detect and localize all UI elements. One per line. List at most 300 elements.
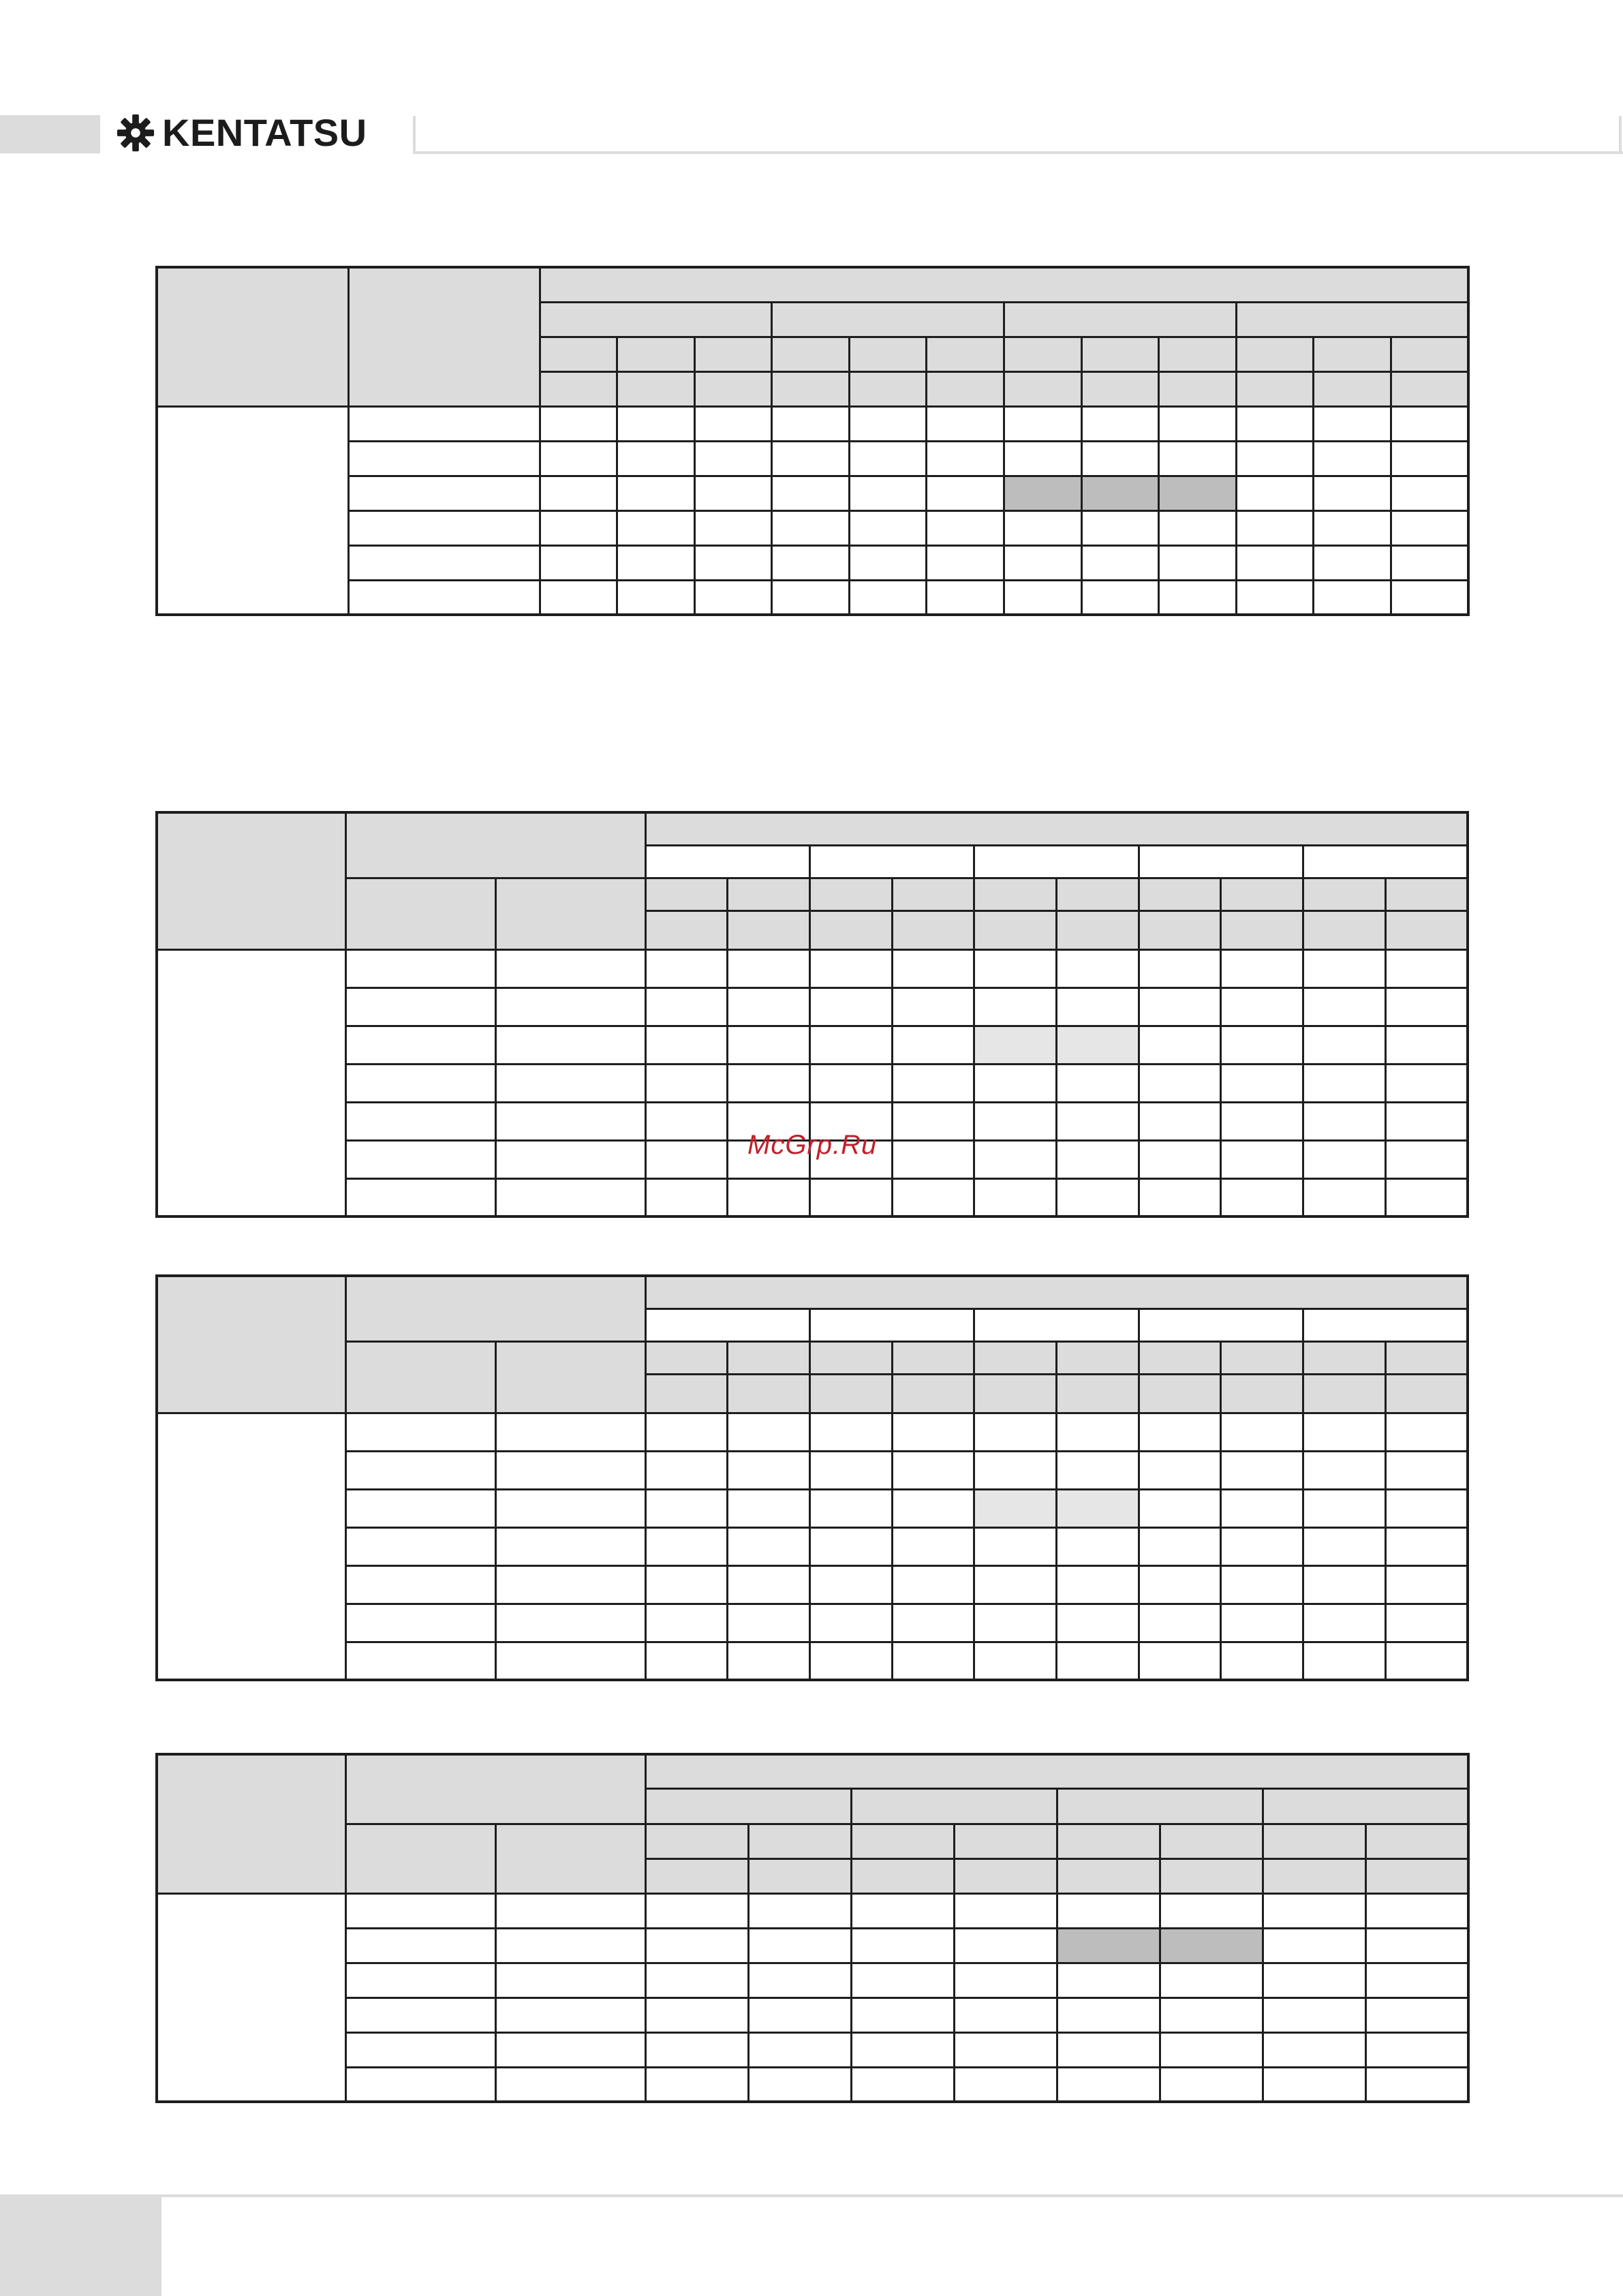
table-cell bbox=[645, 1413, 728, 1451]
table-cell bbox=[809, 845, 974, 878]
table-cell bbox=[495, 1451, 645, 1489]
table-cell bbox=[772, 580, 850, 615]
table-cell bbox=[1221, 1489, 1303, 1527]
table-cell bbox=[495, 1604, 645, 1642]
table-cell bbox=[772, 545, 850, 580]
table-cell bbox=[1159, 441, 1237, 476]
table-cell bbox=[1221, 1064, 1303, 1102]
table-cell bbox=[1004, 580, 1082, 615]
header-cell bbox=[809, 878, 892, 910]
table-cell bbox=[849, 580, 927, 615]
header-cell bbox=[617, 371, 695, 406]
table-cell bbox=[1314, 580, 1391, 615]
table-cell bbox=[927, 476, 1004, 510]
table-cell bbox=[892, 1178, 974, 1216]
table-cell bbox=[974, 1308, 1139, 1341]
header-cell bbox=[892, 878, 974, 910]
table-cell bbox=[345, 1178, 495, 1216]
table-cell bbox=[1263, 2032, 1365, 2067]
highlight-cell bbox=[1056, 1026, 1139, 1064]
header-cell bbox=[495, 1341, 645, 1413]
table-cell bbox=[892, 988, 974, 1026]
table-cell bbox=[1385, 1178, 1468, 1216]
table-cell bbox=[772, 406, 850, 441]
table-cell bbox=[645, 1527, 728, 1565]
table-cell bbox=[645, 1997, 748, 2032]
table-cell bbox=[645, 1604, 728, 1642]
watermark-text: McGrp.Ru bbox=[747, 1130, 878, 1160]
header-cell bbox=[645, 910, 728, 949]
table-cell bbox=[1056, 1413, 1139, 1451]
table-cell bbox=[892, 1102, 974, 1140]
header-cell bbox=[1139, 1341, 1221, 1374]
table-cell bbox=[892, 1565, 974, 1604]
table-cell bbox=[495, 1489, 645, 1527]
table-cell bbox=[1391, 545, 1469, 580]
table-cell bbox=[495, 1064, 645, 1102]
header-cell bbox=[348, 267, 540, 406]
table-cell bbox=[728, 1026, 810, 1064]
header-cell bbox=[1221, 878, 1303, 910]
table-cell bbox=[1159, 545, 1237, 580]
header-cell bbox=[694, 337, 772, 371]
header-cell bbox=[495, 1824, 645, 1893]
table-cell bbox=[1139, 1102, 1221, 1140]
table-row bbox=[157, 1997, 1468, 2032]
header-cell bbox=[728, 910, 810, 949]
table-cell bbox=[809, 949, 892, 988]
table-cell bbox=[1385, 988, 1468, 1026]
table-cell bbox=[645, 1565, 728, 1604]
table-cell bbox=[728, 988, 810, 1026]
header-cell bbox=[1139, 878, 1221, 910]
header-cell bbox=[1314, 371, 1391, 406]
header-cell bbox=[645, 1276, 1468, 1308]
header-cell bbox=[1160, 1824, 1263, 1858]
table-cell bbox=[974, 949, 1057, 988]
table-cell bbox=[617, 510, 695, 545]
table-row bbox=[157, 1928, 1468, 1963]
table-cell bbox=[851, 1997, 954, 2032]
table-cell bbox=[345, 1928, 495, 1963]
header-cell bbox=[645, 1824, 748, 1858]
table-cell bbox=[1385, 1604, 1468, 1642]
table-cell bbox=[1303, 1413, 1386, 1451]
table-cell bbox=[728, 1489, 810, 1527]
table-cell bbox=[1303, 988, 1386, 1026]
table-cell bbox=[851, 2032, 954, 2067]
header-cell bbox=[974, 1374, 1057, 1413]
header-cell bbox=[1056, 1374, 1139, 1413]
table-cell bbox=[645, 988, 728, 1026]
header-cell bbox=[645, 878, 728, 910]
table-cell bbox=[809, 1489, 892, 1527]
table-cell bbox=[345, 949, 495, 988]
table-cell bbox=[1303, 1527, 1386, 1565]
table-cell bbox=[1303, 1102, 1386, 1140]
header-cell bbox=[1303, 1341, 1386, 1374]
table-row bbox=[157, 1893, 1468, 1928]
header-cell bbox=[694, 371, 772, 406]
table-cell bbox=[645, 1928, 748, 1963]
table-cell bbox=[954, 2067, 1057, 2102]
header-cell bbox=[748, 1824, 851, 1858]
header-cell bbox=[1314, 337, 1391, 371]
table-cell bbox=[1236, 510, 1314, 545]
header-cell bbox=[645, 1374, 728, 1413]
header-cell bbox=[1365, 1824, 1468, 1858]
table-cell bbox=[645, 1178, 728, 1216]
table-cell bbox=[851, 1893, 954, 1928]
header-cell bbox=[645, 812, 1468, 845]
table-cell bbox=[728, 1527, 810, 1565]
table-cell bbox=[974, 1565, 1057, 1604]
header-cell bbox=[927, 337, 1004, 371]
table-cell bbox=[974, 988, 1057, 1026]
table-cell bbox=[1365, 2067, 1468, 2102]
table-cell bbox=[1004, 545, 1082, 580]
table-cell bbox=[1160, 1963, 1263, 1997]
table-cell bbox=[1081, 510, 1159, 545]
header-cell bbox=[1160, 1858, 1263, 1893]
table-cell bbox=[1303, 949, 1386, 988]
header-cell bbox=[974, 878, 1057, 910]
table-cell bbox=[495, 1997, 645, 2032]
table-cell bbox=[1221, 1527, 1303, 1565]
table-row bbox=[157, 545, 1468, 580]
table-cell bbox=[645, 1308, 809, 1341]
table-cell bbox=[1303, 1604, 1386, 1642]
table-cell bbox=[892, 1451, 974, 1489]
table-cell bbox=[1221, 1140, 1303, 1178]
table-row bbox=[157, 1026, 1468, 1064]
table-cell bbox=[1139, 845, 1303, 878]
table-cell bbox=[694, 476, 772, 510]
table-cell bbox=[974, 1527, 1057, 1565]
highlight-cell bbox=[974, 1026, 1057, 1064]
highlight-cell bbox=[1160, 1928, 1263, 1963]
table-cell bbox=[974, 1604, 1057, 1642]
header-cell bbox=[345, 878, 495, 949]
table-cell bbox=[495, 1102, 645, 1140]
table-cell bbox=[645, 2032, 748, 2067]
table-cell bbox=[645, 1026, 728, 1064]
table-cell bbox=[1263, 1928, 1365, 1963]
header-cell bbox=[1365, 1858, 1468, 1893]
header-cell bbox=[157, 812, 345, 949]
table-cell bbox=[1221, 1102, 1303, 1140]
table-row bbox=[157, 1604, 1468, 1642]
header-cell bbox=[1385, 1341, 1468, 1374]
header-cell bbox=[851, 1788, 1057, 1824]
table-cell bbox=[1056, 1140, 1139, 1178]
table-cell bbox=[1057, 2067, 1160, 2102]
table-row bbox=[157, 580, 1468, 615]
table-cell bbox=[927, 406, 1004, 441]
table-cell bbox=[495, 1026, 645, 1064]
gear-icon bbox=[116, 113, 155, 153]
table-cell bbox=[748, 1997, 851, 2032]
table-row bbox=[157, 2032, 1468, 2067]
table-cell bbox=[495, 949, 645, 988]
header-cell bbox=[809, 1341, 892, 1374]
table-cell bbox=[540, 545, 617, 580]
table-cell bbox=[345, 1413, 495, 1451]
header-cell bbox=[1221, 910, 1303, 949]
header-cell bbox=[1391, 337, 1469, 371]
table-cell bbox=[1391, 406, 1469, 441]
header-cell bbox=[345, 812, 645, 878]
table-cell bbox=[728, 949, 810, 988]
header-cell bbox=[1004, 337, 1082, 371]
table-cell bbox=[1263, 2067, 1365, 2102]
header-cell bbox=[954, 1824, 1057, 1858]
performance-table-4 bbox=[155, 1753, 1470, 2103]
table-cell bbox=[645, 949, 728, 988]
table-cell bbox=[1236, 476, 1314, 510]
table-cell bbox=[345, 1451, 495, 1489]
header-divider bbox=[413, 116, 416, 154]
header-cell bbox=[540, 302, 772, 337]
header-cell bbox=[851, 1858, 954, 1893]
table-row bbox=[157, 988, 1468, 1026]
table-cell bbox=[345, 1565, 495, 1604]
header-cell bbox=[495, 878, 645, 949]
brand-name: KENTATSU bbox=[162, 111, 367, 154]
table-cell bbox=[927, 580, 1004, 615]
table-cell bbox=[345, 1642, 495, 1680]
table-cell bbox=[809, 1064, 892, 1102]
table-cell bbox=[809, 1604, 892, 1642]
highlight-cell bbox=[1081, 476, 1159, 510]
table-cell bbox=[849, 476, 927, 510]
table-row bbox=[157, 1489, 1468, 1527]
table-row bbox=[157, 1527, 1468, 1565]
table-cell bbox=[1081, 441, 1159, 476]
table-cell bbox=[1385, 1140, 1468, 1178]
table-cell bbox=[927, 510, 1004, 545]
table-cell bbox=[157, 1413, 345, 1680]
header-cell bbox=[1221, 1374, 1303, 1413]
table-cell bbox=[1236, 545, 1314, 580]
table-cell bbox=[954, 1893, 1057, 1928]
table-cell bbox=[1160, 1997, 1263, 2032]
table-row bbox=[157, 441, 1468, 476]
table-cell bbox=[809, 1642, 892, 1680]
header-cell bbox=[1004, 371, 1082, 406]
table-cell bbox=[345, 1893, 495, 1928]
table-cell bbox=[495, 2067, 645, 2102]
table-cell bbox=[348, 580, 540, 615]
table-cell bbox=[1385, 1565, 1468, 1604]
footer-page-tab bbox=[0, 2194, 161, 2296]
table-cell bbox=[645, 1102, 728, 1140]
table-cell bbox=[1365, 1963, 1468, 1997]
table-cell bbox=[1221, 1451, 1303, 1489]
header-cell bbox=[849, 337, 927, 371]
table-cell bbox=[1160, 2032, 1263, 2067]
table-cell bbox=[345, 1102, 495, 1140]
table-cell bbox=[1385, 1064, 1468, 1102]
table-cell bbox=[1303, 1064, 1386, 1102]
highlight-cell bbox=[974, 1489, 1057, 1527]
table-cell bbox=[1391, 476, 1469, 510]
table-cell bbox=[809, 1413, 892, 1451]
table-cell bbox=[1303, 1026, 1386, 1064]
table-cell bbox=[1391, 510, 1469, 545]
table-cell bbox=[849, 510, 927, 545]
table-cell bbox=[954, 2032, 1057, 2067]
table-cell bbox=[1057, 1997, 1160, 2032]
table-cell bbox=[645, 1140, 728, 1178]
table-cell bbox=[645, 1893, 748, 1928]
table-cell bbox=[1221, 1178, 1303, 1216]
table-row bbox=[157, 1451, 1468, 1489]
header-cell bbox=[748, 1858, 851, 1893]
table-cell bbox=[1160, 2067, 1263, 2102]
table-cell bbox=[157, 949, 345, 1216]
table-cell bbox=[1159, 510, 1237, 545]
header-cell bbox=[540, 337, 617, 371]
table-cell bbox=[1221, 1565, 1303, 1604]
table-cell bbox=[892, 1604, 974, 1642]
header-cell bbox=[772, 371, 850, 406]
table-cell bbox=[1056, 1604, 1139, 1642]
table-cell bbox=[1139, 1642, 1221, 1680]
table-cell bbox=[1221, 1604, 1303, 1642]
table-cell bbox=[1139, 949, 1221, 988]
table-cell bbox=[974, 1140, 1057, 1178]
header-cell bbox=[1056, 878, 1139, 910]
header-cell bbox=[954, 1858, 1057, 1893]
table-cell bbox=[540, 510, 617, 545]
table-cell bbox=[974, 1642, 1057, 1680]
header-cell bbox=[892, 1341, 974, 1374]
table-cell bbox=[728, 1064, 810, 1102]
header-cell bbox=[157, 267, 348, 406]
table-cell bbox=[1385, 1026, 1468, 1064]
table-cell bbox=[1365, 2032, 1468, 2067]
table-cell bbox=[345, 1963, 495, 1997]
table-cell bbox=[849, 441, 927, 476]
header-cell bbox=[1221, 1341, 1303, 1374]
header-cell bbox=[1236, 337, 1314, 371]
highlight-cell bbox=[1004, 476, 1082, 510]
footer-rule bbox=[161, 2194, 1623, 2197]
table-cell bbox=[892, 1413, 974, 1451]
table-cell bbox=[1314, 406, 1391, 441]
table-cell bbox=[892, 1026, 974, 1064]
table-cell bbox=[1221, 988, 1303, 1026]
table-cell bbox=[954, 1963, 1057, 1997]
header-cell bbox=[1303, 910, 1386, 949]
header-cell bbox=[1159, 371, 1237, 406]
table-cell bbox=[694, 510, 772, 545]
table-cell bbox=[1303, 1565, 1386, 1604]
header-cell bbox=[1303, 1374, 1386, 1413]
table-cell bbox=[157, 1893, 345, 2102]
header-cell bbox=[1139, 1374, 1221, 1413]
table-cell bbox=[1056, 988, 1139, 1026]
table-cell bbox=[495, 1963, 645, 1997]
table-cell bbox=[617, 545, 695, 580]
table-cell bbox=[645, 1451, 728, 1489]
table-cell bbox=[728, 1642, 810, 1680]
header-cell bbox=[1081, 337, 1159, 371]
table-cell bbox=[1365, 1997, 1468, 2032]
header-cell bbox=[772, 302, 1004, 337]
table-cell bbox=[892, 949, 974, 988]
header-cell bbox=[1057, 1824, 1160, 1858]
table-cell bbox=[345, 1026, 495, 1064]
header-cell bbox=[1056, 910, 1139, 949]
table-cell bbox=[1303, 1489, 1386, 1527]
table-cell bbox=[1365, 1928, 1468, 1963]
table-cell bbox=[495, 2032, 645, 2067]
table-cell bbox=[1385, 1527, 1468, 1565]
table-cell bbox=[1314, 476, 1391, 510]
table-cell bbox=[809, 1565, 892, 1604]
header-cell bbox=[645, 1788, 851, 1824]
table-cell bbox=[540, 406, 617, 441]
table-cell bbox=[1303, 1451, 1386, 1489]
header-cell bbox=[1057, 1788, 1263, 1824]
table-row bbox=[157, 949, 1468, 988]
table-cell bbox=[1263, 1963, 1365, 1997]
table-cell bbox=[495, 1140, 645, 1178]
table-cell bbox=[974, 1413, 1057, 1451]
table-cell bbox=[345, 1997, 495, 2032]
header-rule-end bbox=[1619, 116, 1622, 154]
table-cell bbox=[892, 1642, 974, 1680]
table-cell bbox=[1139, 1489, 1221, 1527]
header-cell bbox=[809, 1374, 892, 1413]
table-cell bbox=[927, 441, 1004, 476]
header-cell bbox=[1303, 878, 1386, 910]
table-cell bbox=[345, 988, 495, 1026]
header-cell bbox=[974, 1341, 1057, 1374]
table-cell bbox=[1236, 441, 1314, 476]
table-cell bbox=[927, 545, 1004, 580]
table-cell bbox=[748, 1893, 851, 1928]
table-cell bbox=[1004, 510, 1082, 545]
header-cell bbox=[974, 910, 1057, 949]
table-cell bbox=[348, 406, 540, 441]
table-row bbox=[157, 1178, 1468, 1216]
table-cell bbox=[1139, 1308, 1303, 1341]
table-cell bbox=[728, 1178, 810, 1216]
table-cell bbox=[540, 476, 617, 510]
table-cell bbox=[1385, 1642, 1468, 1680]
table-cell bbox=[1139, 1413, 1221, 1451]
table-row bbox=[157, 1565, 1468, 1604]
table-cell bbox=[1236, 406, 1314, 441]
table-row bbox=[157, 2067, 1468, 2102]
header-cell bbox=[809, 910, 892, 949]
header-cell bbox=[1236, 371, 1314, 406]
header-cell bbox=[728, 1341, 810, 1374]
table-cell bbox=[1139, 1064, 1221, 1102]
table-cell bbox=[974, 845, 1139, 878]
table-cell bbox=[495, 1565, 645, 1604]
header-cell bbox=[645, 1754, 1468, 1788]
table-row bbox=[157, 1413, 1468, 1451]
highlight-cell bbox=[1056, 1489, 1139, 1527]
table-cell bbox=[728, 1413, 810, 1451]
header-cell bbox=[1385, 910, 1468, 949]
header-cell bbox=[540, 267, 1468, 302]
header-cell bbox=[892, 1374, 974, 1413]
